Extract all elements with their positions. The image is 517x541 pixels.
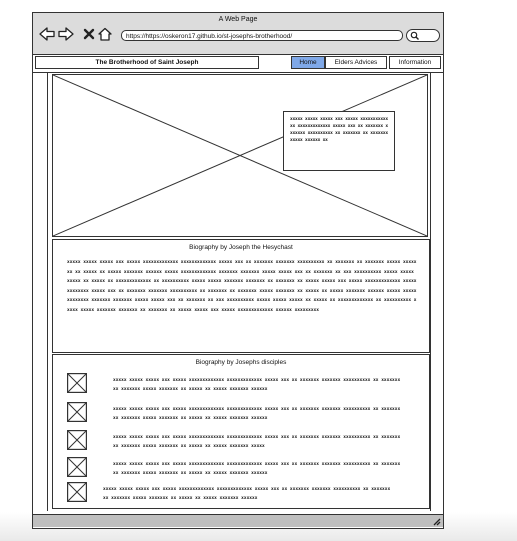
- disciple-text: xxxxx xxxxx xxxxx xxx xxxxx xxxxxxxxxxxxx xxxxxxxxxxxxx xxxxx xxx xx xxxxxxx xxxxxxx xxxxxxxxxx xx xxxxxxx xx xxxxxxx xxxxx xxxxxxx xx xxxxx xx xxxxx xxxxxxx xxxxxx: [103, 487, 391, 501]
- resize-grip-icon[interactable]: [431, 516, 441, 526]
- list-item: [53, 482, 429, 506]
- hero-text-box: xxxxx xxxxx xxxxx xxx xxxxx xxxxxxxxxxxxx xxxxxxxxxxxxx xxxxx xxx xx xxxxxxx xxxxxxx xxxxxxxxxx xx xxxxxxx xx xxxxxxx xxxxx xxxxxx xx: [283, 111, 395, 171]
- home-icon[interactable]: [97, 27, 113, 41]
- list-item: [53, 373, 429, 397]
- stop-x-icon[interactable]: [81, 27, 97, 41]
- page-content: [47, 73, 431, 511]
- disciple-text: xxxxx xxxxx xxxxx xxx xxxxx xxxxxxxxxxxxx xxxxxxxxxxxxx xxxxx xxx xx xxxxxxx xxxxxxx xxxxxxxxxx xx xxxxxxx xx xxxxxxx xxxxx xxxxxxx xx xxxxx xx xxxxx xxxxxxx xxxxxx: [113, 462, 401, 476]
- hero-image: [52, 74, 428, 237]
- disciples-title: Biography by Josephs disciples: [195, 359, 287, 366]
- disciple-text: xxxxx xxxxx xxxxx xxx xxxxx xxxxxxxxxxxxx xxxxxxxxxxxxx xxxxx xxx xx xxxxxxx xxxxxxx xxxxxxxxxx xx xxxxxxx xx xxxxxxx xxxxx xxxxxxx xx xxxxx xx xxxxx xxxxxxx xxxxx: [113, 435, 401, 449]
- forward-arrow-icon[interactable]: [58, 27, 74, 41]
- title-bar: [33, 13, 443, 55]
- tab-elders-advices[interactable]: Elders Advices: [325, 56, 387, 69]
- url-bar[interactable]: https://https://oskeron17.github.io/st-josephs-brotherhood/: [121, 30, 403, 41]
- disciple-text: xxxxx xxxxx xxxxx xxx xxxxx xxxxxxxxxxxxx xxxxxxxxxxxxx xxxxx xxx xx xxxxxxx xxxxxxx xxxxxxxxxx xx xxxxxxx xx xxxxxxx xxxxx xxxxxxx xx xxxxx xx xxxxx xxxxxxx xxxxxx: [113, 378, 401, 392]
- biography-section: [52, 239, 430, 353]
- tab-information[interactable]: Information: [389, 56, 441, 69]
- image-placeholder-icon: [67, 482, 87, 502]
- search-icon: [410, 31, 420, 41]
- window-title: A Web Page: [218, 16, 258, 23]
- site-menubar: [33, 55, 443, 73]
- tab-home[interactable]: Home: [291, 56, 325, 69]
- image-placeholder-icon: [67, 373, 87, 393]
- list-item: [53, 402, 429, 426]
- list-item: [53, 457, 429, 481]
- disciples-section: [52, 354, 430, 509]
- image-placeholder-icon: [67, 430, 87, 450]
- browser-search-box[interactable]: [406, 29, 440, 42]
- list-item: [53, 430, 429, 454]
- image-placeholder-icon: [67, 402, 87, 422]
- biography-title: Biography by Joseph the Hesychast: [189, 244, 293, 251]
- disciple-text: xxxxx xxxxx xxxxx xxx xxxxx xxxxxxxxxxxxx xxxxxxxxxxxxx xxxxx xxx xx xxxxxxx xxxxxxx xxxxxxxxxx xx xxxxxxx xx xxxxxxx xxxxx xxxxxxx xx xxxxx xx xxxxx xxxxxxx xxxxxx: [113, 407, 401, 421]
- biography-text: xxxxx xxxxx xxxxx xxx xxxxx xxxxxxxxxxxxx xxxxxxxxxxxxx xxxxx xxx xx xxxxxxx xxxxxxx xxxxxxxxxx xx xxxxxxx xx xxxxxxx xxxxx xxxxxxx xx xxxxx xx xxxxx xxxxxxx xxxxxx xxxxx xxxxxxxxxxxxx xxxxxxx xxxxxxx xxxxx xxxxx xxx xx xxxxxxx xx xxx xxxxxxxxxx xxxxx xxxxx xxxxx xx xxxxx xx xxxxxxxxxxxxx xx xxxxxxxxxx xxxxx xxxxx xxxxxxx xxxxxxx xx xxxxxxx xx xxxxx xxxxx xxx xxxxx xxxxxxxxxxxxx xxxxxxxxxxxxx xxxxx xxx xx xxxxxxx xxxxxxx xxxxxxxxxx xx xxxxxxx xx xxxxxxx xxxxx xxxxxxx xx xxxxx xx xxxxx xxxxxxx xxxxxx xxxxx xxxxxxxxxxxxx xxxxxxx xxxxxxx xxxxx xxxxx xxx xx xxxxxxx xx xxx xxxxxxxxxx xxxxx xxxxx xxxxx xx xxxxx xx xxxxxxxxxxxxx xx xxxxxxxxxx xxxxx xxxxx xxxxxxx xxxxxxx xx xxxxxxx xx xxxxx xxxxx xxx xxxxx xxxxxxxxxxxxx xxxxxx xxxxxxxxx: [67, 260, 417, 313]
- status-bar: [33, 514, 443, 527]
- browser-window: [32, 12, 444, 529]
- site-name: The Brotherhood of Saint Joseph: [35, 56, 259, 69]
- back-arrow-icon[interactable]: [39, 27, 55, 41]
- image-placeholder-icon: [67, 457, 87, 477]
